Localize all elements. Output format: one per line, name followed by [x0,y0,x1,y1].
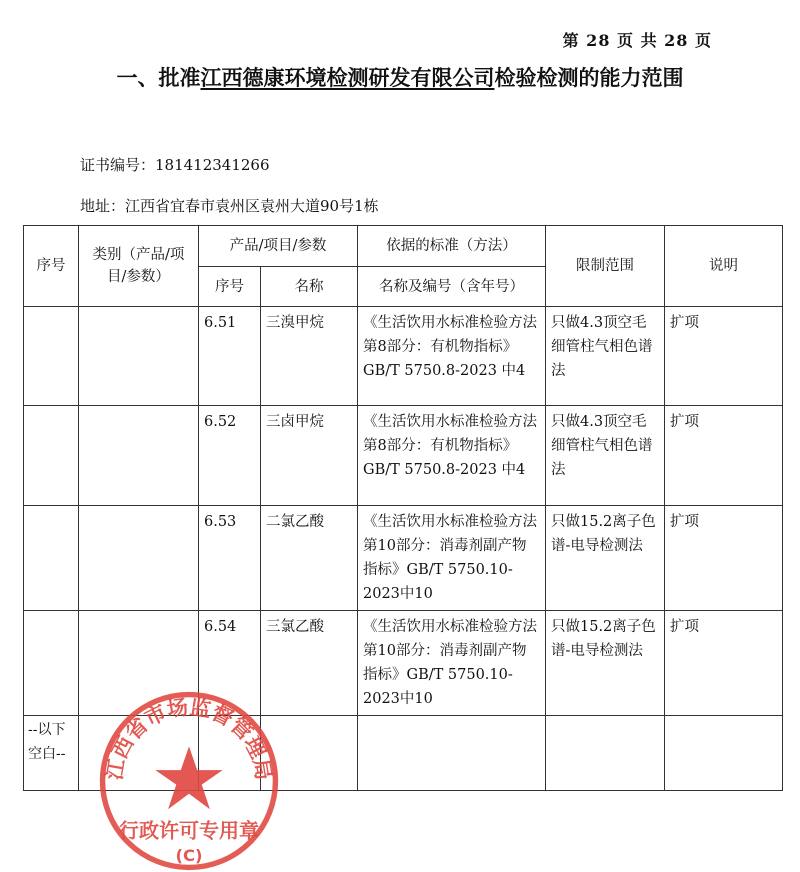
row-seq: 6.52 [199,406,261,506]
row-category [79,307,199,406]
row-limit: 只做4.3顶空毛细管柱气相色谱法 [546,307,665,406]
header-standard-group: 依据的标准（方法） [358,226,546,267]
header-category: 类别（产品/项目/参数） [79,226,199,307]
row-limit: 只做15.2离子色谱-电导检测法 [546,506,665,611]
svg-text:江西省市场监督管理局: 江西省市场监督管理局 [102,694,276,782]
row-limit: 只做4.3顶空毛细管柱气相色谱法 [546,406,665,506]
row-note: 扩项 [665,611,783,716]
certificate-number: 证书编号：181412341266 [80,156,270,174]
seal-star-icon [155,746,222,809]
header-standard-sub: 名称及编号（含年号） [358,267,546,307]
row-note: 扩项 [665,506,783,611]
header-note: 说明 [665,226,783,307]
header-product-group: 产品/项目/参数 [199,226,358,267]
row-seq: 6.53 [199,506,261,611]
row-category [79,506,199,611]
table-row [24,406,783,506]
empty-cell [546,716,665,791]
row-note: 扩项 [665,406,783,506]
row-main-seq [24,506,79,611]
row-standard: 《生活饮用水标准检验方法 第8部分：有机物指标》GB/T 5750.8-2023 中4 [358,406,546,506]
page-title [0,62,800,92]
header-sub-seq: 序号 [199,267,261,307]
title-company: 江西德康环境检测研发有限公司 [200,66,495,90]
row-name: 三溴甲烷 [261,307,358,406]
title-suffix: 检验检测的能力范围 [494,66,684,90]
title-prefix: 一、批准 [116,66,201,90]
row-standard: 《生活饮用水标准检验方法 第10部分：消毒剂副产物指标》GB/T 5750.10-2023中10 [358,611,546,716]
table-row [24,506,783,611]
header-seq: 序号 [24,226,79,307]
row-standard: 《生活饮用水标准检验方法 第8部分：有机物指标》GB/T 5750.8-2023 中4 [358,307,546,406]
seal-bottom-text: 行政许可专用章 [118,818,260,843]
row-name: 二氯乙酸 [261,506,358,611]
header-name: 名称 [261,267,358,307]
row-standard: 《生活饮用水标准检验方法 第10部分：消毒剂副产物指标》GB/T 5750.10-2023中10 [358,506,546,611]
header-limit: 限制范围 [546,226,665,307]
empty-cell [665,716,783,791]
row-main-seq [24,406,79,506]
row-limit: 只做15.2离子色谱-电导检测法 [546,611,665,716]
page-number: 第 28 页 共 28 页 [562,31,712,50]
table-row [24,307,783,406]
official-seal [98,690,280,872]
address: 地址：江西省宜春市袁州区袁州大道90号1栋 [80,197,379,215]
row-note: 扩项 [665,307,783,406]
row-main-seq [24,611,79,716]
empty-cell [358,716,546,791]
row-main-seq [24,307,79,406]
row-name: 三卤甲烷 [261,406,358,506]
row-name: 三氯乙酸 [261,611,358,716]
row-seq: 6.51 [199,307,261,406]
row-category [79,406,199,506]
seal-code: (C) [175,846,203,866]
end-marker: --以下空白-- [24,716,79,791]
row-seq: 6.54 [199,611,261,716]
